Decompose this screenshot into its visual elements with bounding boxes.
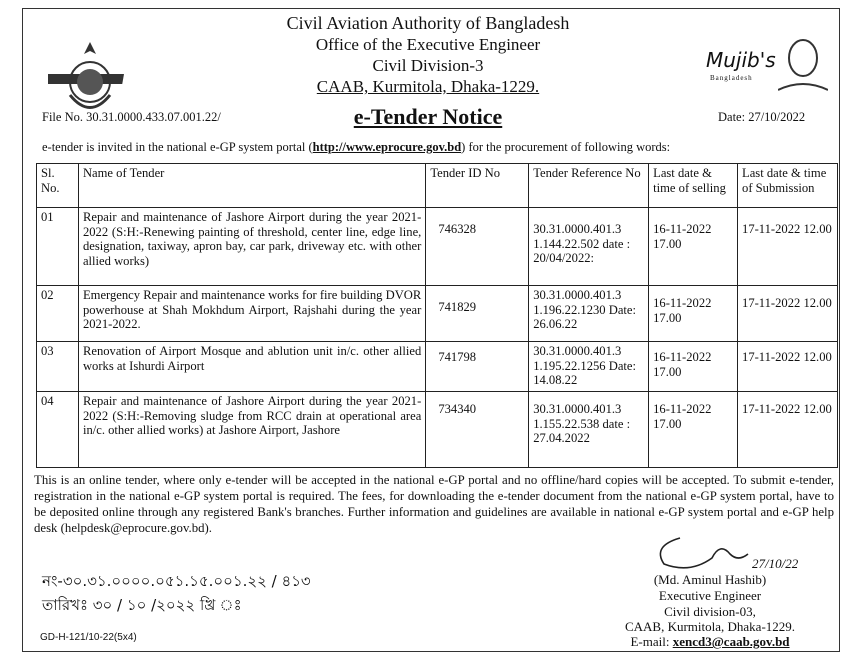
- signatory-email: E-mail: xencd3@caab.gov.bd: [630, 634, 790, 649]
- tender-table: [36, 163, 838, 468]
- signatory-title: Executive Engineer: [658, 588, 762, 603]
- signatory-address: CAAB, Kurmitola, Dhaka-1229.: [624, 619, 796, 634]
- org-name: Civil Aviation Authority of Bangladesh: [286, 13, 570, 33]
- document-code: GD-H-121/10-22(5x4): [40, 632, 137, 643]
- page-title: e-Tender Notice: [353, 104, 503, 129]
- table-row: 02 Emergency Repair and maintenance works for fire building DVOR powerhouse at Shah Mokhdum Airport, Rajshahi during the year 2021-2022. 741829 30.31.0000.401.3 1.196.22.1230 Date: 26.06.22 16-11-2022 17.00 17-11-2022 12.00: [37, 286, 838, 342]
- bangla-date: তারিখঃ ৩০ / ১০ /২০২২ খ্রি ঃ: [42, 596, 242, 614]
- file-number: File No. 30.31.0000.433.07.001.22/: [42, 110, 221, 124]
- notice-paragraph: This is an online tender, where only e-tender will be accepted in the national e-GP portal and no offline/hard copies will be accepted. To submit e-tender, registration in the national e-GP system portal is required. The fees, for downloading the e-tender document from the national e-GP system portal, have to be deposited online through any registered Bank's branches. Further information and guidelines are available in national e-GP system portal and e-GP help desk (helpdesk@eprocure.gov.bd).: [34, 473, 834, 535]
- office-name: Office of the Executive Engineer: [315, 35, 541, 54]
- division-name: Civil Division-3: [372, 56, 484, 75]
- signatory-division: Civil division-03,: [664, 604, 756, 619]
- eprocure-link[interactable]: http://www.eprocure.gov.bd: [312, 140, 462, 154]
- mujibs-bangladesh-logo: Mujib's Bangladesh: [698, 30, 828, 102]
- intro-text: e-tender is invited in the national e-GP system portal (http://www.eprocure.gov.bd) for the procurement of following words:: [42, 140, 671, 154]
- table-row: 01 Repair and maintenance of Jashore Airport during the year 2021-2022 (S:H:-Renewing painting of threshold, center line, edge line, designation, taxiway, apron bay, car park, driveway etc. with other allied works) 746328 30.31.0000.401.3 1.144.22.502 date : 20/04/2022: 16-11-2022 17.00 17-11-2022 12.00: [37, 208, 838, 286]
- table-row: 03 Renovation of Airport Mosque and ablution unit in/c. other allied works at Ishurdi Airport 741798 30.31.0000.401.3 1.195.22.1256 Date: 14.08.22 16-11-2022 17.00 17-11-2022 12.00: [37, 342, 838, 392]
- date: Date: 27/10/2022: [718, 110, 806, 124]
- signatory-name: (Md. Aminul Hashib): [653, 572, 767, 587]
- bangla-memo-number: নং-৩০.৩১.০০০০.০৫১.১৫.০০১.২২ / ৪১৩: [42, 572, 311, 590]
- table-header-row: Sl. No. Name of Tender Tender ID No Tender Reference No Last date & time of selling Last date & time of Submission: [37, 164, 838, 208]
- table-row: 04 Repair and maintenance of Jashore Airport during the year 2021-2022 (S:H:-Removing sludge from RCC drain at operational area in/c. other allied works) at Jashore Airport, Jashore 734340 30.31.0000.401.3 1.155.22.538 date : 27.04.2022 16-11-2022 17.00 17-11-2022 12.00: [37, 392, 838, 468]
- signature-date: 27/10/22: [752, 556, 799, 571]
- address: CAAB, Kurmitola, Dhaka-1229.: [316, 77, 540, 96]
- email-link[interactable]: xencd3@caab.gov.bd: [672, 634, 790, 649]
